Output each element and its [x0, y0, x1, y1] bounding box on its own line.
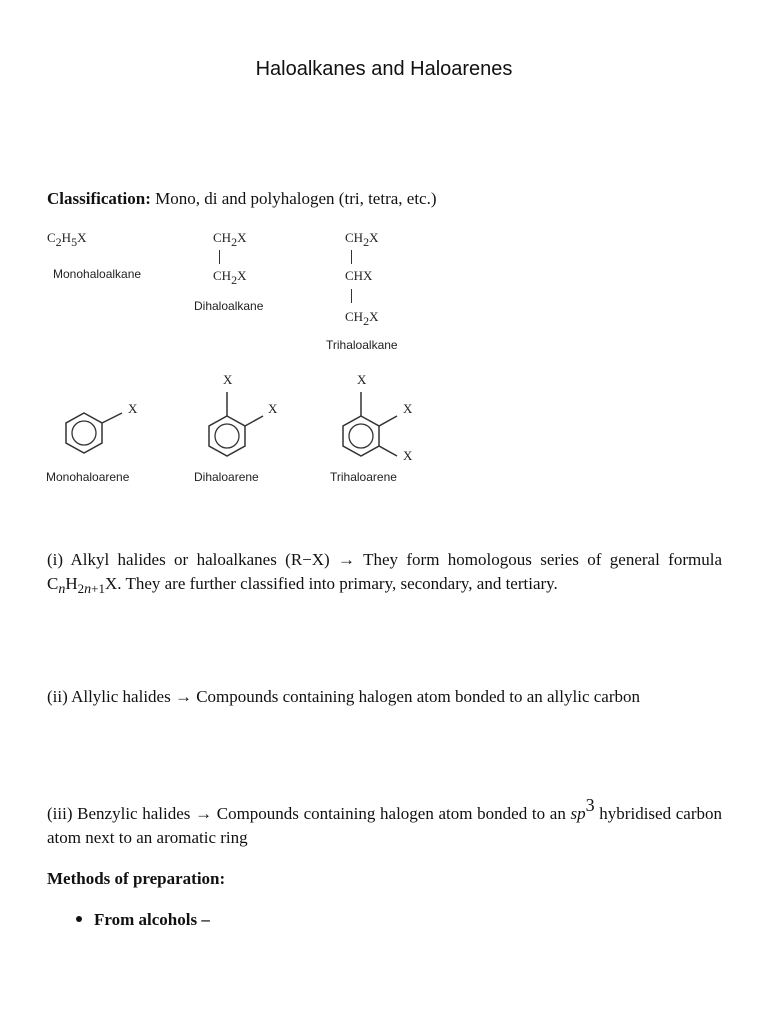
allylic-halides-paragraph: (ii) Allylic halides → Compounds containing halogen atom bonded to an allylic carbon — [47, 687, 640, 706]
mono-x-substituent: X — [128, 401, 138, 416]
page-title: Haloalkanes and Haloarenes — [255, 58, 513, 80]
benzene-ring-mono — [60, 405, 120, 465]
bullet-text: From alcohols – — [94, 910, 210, 929]
tri-x-upper: X — [403, 401, 413, 416]
benzene-ring-di — [203, 408, 263, 468]
tri-x-top: X — [357, 372, 367, 387]
di-x-side: X — [268, 401, 278, 416]
dihaloalkane-top: CH2X — [213, 230, 247, 249]
trihaloalkane-middle: CHX — [345, 268, 373, 283]
bond-line — [351, 289, 352, 303]
dihaloarene-label: Dihaloarene — [194, 470, 259, 484]
trihaloarene-label: Trihaloarene — [330, 470, 397, 484]
trihaloalkane-bottom: CH2X — [345, 309, 379, 328]
bullet-from-alcohols — [76, 910, 210, 930]
monohaloalkane-label: Monohaloalkane — [53, 267, 142, 281]
tri-x-lower: X — [403, 448, 413, 463]
bond-line — [351, 250, 352, 264]
trihaloalkane-top: CH2X — [345, 230, 379, 249]
trihaloalkane-label: Trihaloalkane — [326, 338, 398, 352]
bullet-dot — [76, 916, 82, 922]
benzene-ring-tri — [337, 408, 397, 468]
di-x-top: X — [223, 372, 233, 387]
classification-line — [47, 187, 722, 211]
monohaloarene-label: Monohaloarene — [46, 470, 130, 484]
methods-heading: Methods of preparation: — [47, 869, 226, 888]
monohaloalkane-formula: C2H5X — [47, 230, 87, 249]
bond-line — [219, 250, 220, 264]
dihaloalkane-label: Dihaloalkane — [194, 299, 264, 313]
classification-heading: Classification: — [47, 189, 151, 208]
benzylic-halides-paragraph: (iii) Benzylic halides → Compounds containing halogen atom bonded to an sp3 hybridised carbon atom next to an aromatic ring — [47, 795, 723, 847]
alkyl-halides-paragraph: (i) Alkyl halides or haloalkanes (R−X) → They form homologous series of general formula $C_nH_{2n+1}X$. They are further classified into primary, secondary, and tertiary. — [47, 550, 722, 597]
classification-text: Mono, di and polyhalogen (tri, tetra, etc.) — [150, 189, 437, 208]
dihaloalkane-bottom: CH2X — [213, 268, 247, 287]
